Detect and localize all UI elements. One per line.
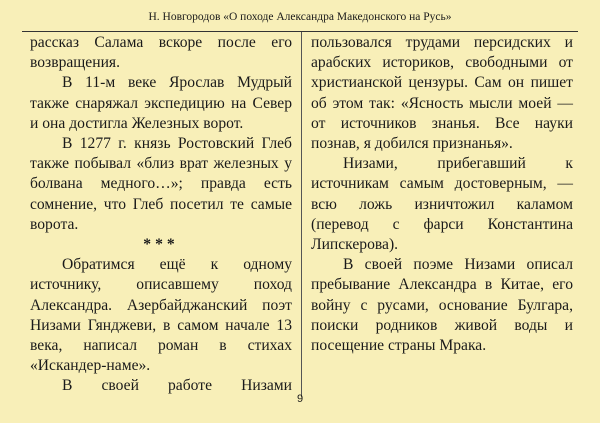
left-column: [30, 33, 292, 397]
paragraph: В 1277 г. князь Ростовский Глеб также побывал «близ врат железных у болвана медного…»; правда есть сомнение, что Глеб посетил те самые ворота.: [30, 135, 292, 233]
paragraph: рассказ Салама вскоре после его возвращения.: [30, 34, 292, 72]
paragraph: В своей поэме Низами описал пребывание Александра в Китае, его войну с русами, основание Булгара, поиски родников живой воды и посещение страны Мрака.: [311, 256, 573, 355]
running-header: Н. Новгородов «О походе Александра Македонского на Русь»: [148, 11, 452, 23]
paragraph: В своей работе Низами: [62, 377, 292, 395]
header-rule: [22, 31, 578, 32]
page-number: 9: [296, 393, 304, 405]
column-divider: [301, 32, 302, 397]
section-separator: ***: [143, 236, 179, 254]
paragraph: пользовался трудами персидских и арабских историков, свободными от христианской цензуры. Сам он пишет об этом так: «Ясность мысли моей — от источников знанья. Все науки познав, я добился признанья».: [311, 34, 573, 153]
right-column: [311, 33, 573, 356]
paragraph: Низами, прибегавший к источникам самым достоверным, — всю ложь изничтожил каламом (перевод с фарси Константина Липскерова).: [311, 155, 573, 254]
paragraph: Обратимся ещё к одному источнику, описавшему поход Александра. Азербайджанский поэт Низами Гянджеви, в самом начале 13 века, написал роман в стихах «Искандер-наме».: [30, 256, 292, 375]
paragraph: В 11-м веке Ярослав Мудрый также снаряжал экспедицию на Север и она достигла Железных ворот.: [30, 74, 292, 132]
